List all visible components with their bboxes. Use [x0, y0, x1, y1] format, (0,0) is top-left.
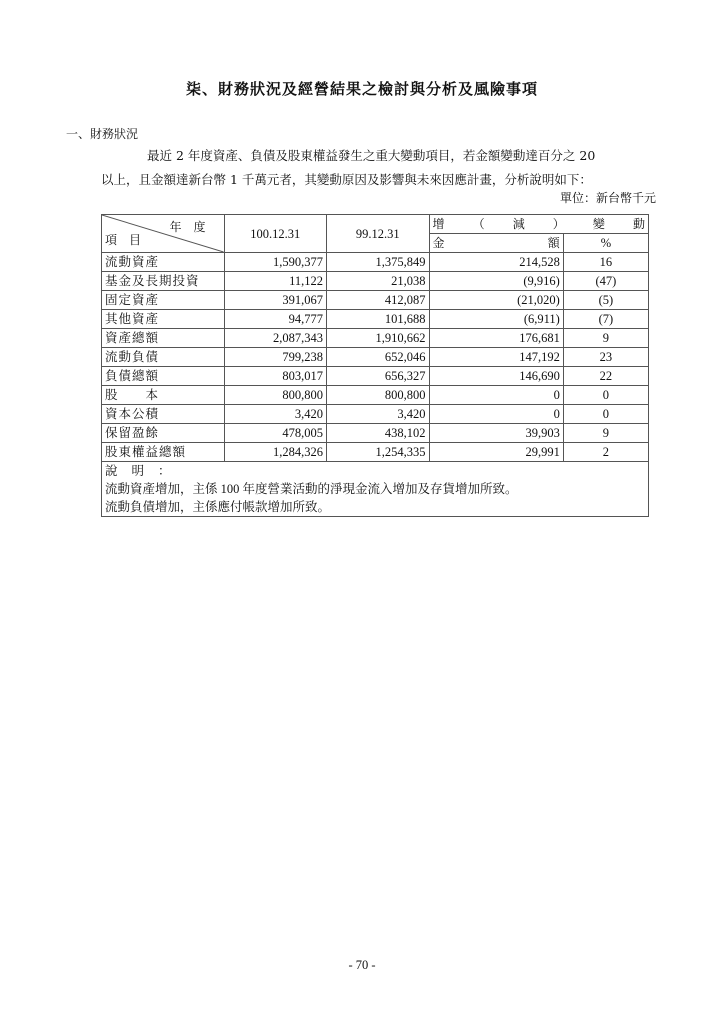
notes-heading: 說明： — [105, 464, 185, 478]
change-percent-cell: (47) — [563, 272, 648, 291]
value-99-cell: 800,800 — [327, 386, 430, 405]
item-cell: 其他資產 — [102, 310, 225, 329]
value-99-cell: 1,910,662 — [327, 329, 430, 348]
value-100-cell: 799,238 — [224, 348, 327, 367]
notes-line-2: 流動負債增加，主係應付帳款增加所致。 — [105, 500, 331, 514]
table-body — [102, 253, 649, 462]
notes-cell — [102, 462, 649, 517]
value-100-cell: 94,777 — [224, 310, 327, 329]
table-row — [102, 348, 649, 367]
header-change-char: 動 — [632, 217, 645, 231]
header-amount — [429, 234, 563, 253]
value-100-cell: 1,284,326 — [224, 443, 327, 462]
item-cell: 固定資產 — [102, 291, 225, 310]
corner-item-label: 項目 — [105, 233, 154, 247]
change-percent-cell: 0 — [563, 386, 648, 405]
value-100-cell: 800,800 — [224, 386, 327, 405]
header-change-char: （ — [472, 217, 485, 231]
change-amount-cell: 0 — [429, 386, 563, 405]
table-row — [102, 272, 649, 291]
change-amount-cell: (9,916) — [429, 272, 563, 291]
value-99-cell: 412,087 — [327, 291, 430, 310]
value-100-cell: 478,005 — [224, 424, 327, 443]
change-percent-cell: 9 — [563, 424, 648, 443]
header-date-100: 100.12.31 — [224, 215, 327, 253]
table-header-row — [102, 215, 649, 234]
table-row — [102, 443, 649, 462]
value-100-cell: 2,087,343 — [224, 329, 327, 348]
table-row — [102, 424, 649, 443]
value-100-cell: 391,067 — [224, 291, 327, 310]
financial-table — [101, 214, 649, 517]
change-amount-cell: 147,192 — [429, 348, 563, 367]
item-cell: 資產總額 — [102, 329, 225, 348]
change-amount-cell: 146,690 — [429, 367, 563, 386]
header-change-char: 變 — [592, 217, 605, 231]
change-percent-cell: 16 — [563, 253, 648, 272]
header-change — [429, 215, 648, 234]
change-percent-cell: (7) — [563, 310, 648, 329]
change-percent-cell: (5) — [563, 291, 648, 310]
item-cell: 股東權益總額 — [102, 443, 225, 462]
change-amount-cell: 29,991 — [429, 443, 563, 462]
table-row — [102, 386, 649, 405]
intro-paragraph — [101, 144, 657, 192]
table-row — [102, 291, 649, 310]
value-99-cell: 1,254,335 — [327, 443, 430, 462]
intro-line-1: 最近 2 年度資產、負債及股東權益發生之重大變動項目，若金額變動達百分之 20 — [147, 148, 596, 163]
table-row — [102, 405, 649, 424]
header-percent: % — [563, 234, 648, 253]
change-amount-cell: 214,528 — [429, 253, 563, 272]
item-cell: 流動資產 — [102, 253, 225, 272]
change-amount-cell: 39,903 — [429, 424, 563, 443]
intro-line-2: 以上，且金額達新台幣 1 千萬元者，其變動原因及影響與未來因應計畫，分析說明如下： — [101, 172, 592, 187]
change-percent-cell: 2 — [563, 443, 648, 462]
value-100-cell: 3,420 — [224, 405, 327, 424]
value-100-cell: 803,017 — [224, 367, 327, 386]
value-99-cell: 1,375,849 — [327, 253, 430, 272]
header-amount-label — [433, 234, 560, 252]
item-cell: 基金及長期投資 — [102, 272, 225, 291]
value-100-cell: 11,122 — [224, 272, 327, 291]
unit-label: 單位：新台幣千元 — [559, 191, 656, 205]
value-99-cell: 656,327 — [327, 367, 430, 386]
item-cell: 負債總額 — [102, 367, 225, 386]
header-amount-char: 額 — [547, 236, 560, 250]
change-percent-cell: 9 — [563, 329, 648, 348]
corner-header — [102, 215, 225, 253]
notes-line-1: 流動資產增加，主係 100 年度營業活動的淨現金流入增加及存貨增加所致。 — [105, 482, 518, 496]
item-cell: 股 本 — [102, 386, 225, 405]
value-99-cell: 438,102 — [327, 424, 430, 443]
change-amount-cell: (6,911) — [429, 310, 563, 329]
table-row — [102, 253, 649, 272]
header-change-char: 減 — [512, 217, 525, 231]
change-amount-cell: 176,681 — [429, 329, 563, 348]
item-cell: 保留盈餘 — [102, 424, 225, 443]
item-cell: 流動負債 — [102, 348, 225, 367]
change-percent-cell: 0 — [563, 405, 648, 424]
header-change-char: ） — [552, 217, 565, 231]
header-change-label — [433, 215, 645, 233]
page-title: 柒、財務狀況及經營結果之檢討與分析及風險事項 — [185, 80, 538, 98]
value-99-cell: 3,420 — [327, 405, 430, 424]
header-amount-char: 金 — [432, 236, 445, 250]
value-99-cell: 101,688 — [327, 310, 430, 329]
change-amount-cell: 0 — [429, 405, 563, 424]
item-cell: 資本公積 — [102, 405, 225, 424]
value-99-cell: 652,046 — [327, 348, 430, 367]
section-heading: 一、財務狀況 — [66, 127, 139, 141]
value-99-cell: 21,038 — [327, 272, 430, 291]
notes-row — [102, 462, 649, 517]
change-percent-cell: 23 — [563, 348, 648, 367]
change-amount-cell: (21,020) — [429, 291, 563, 310]
header-date-99: 99.12.31 — [327, 215, 430, 253]
page-number: - 70 - — [348, 958, 376, 972]
table-row — [102, 329, 649, 348]
table-row — [102, 310, 649, 329]
value-100-cell: 1,590,377 — [224, 253, 327, 272]
corner-year-label: 年度 — [169, 220, 218, 234]
table-row — [102, 367, 649, 386]
header-change-char: 增 — [432, 217, 445, 231]
change-percent-cell: 22 — [563, 367, 648, 386]
